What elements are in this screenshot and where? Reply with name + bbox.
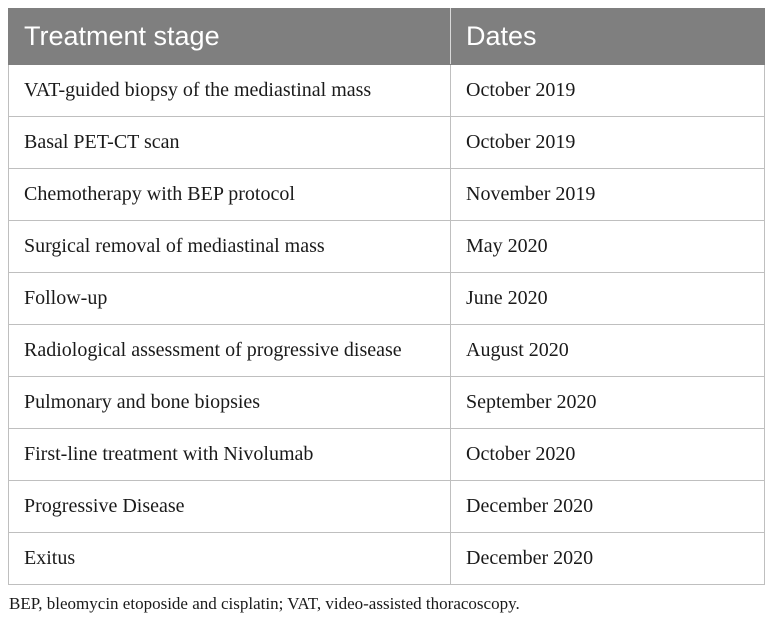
treatment-timeline-table <box>8 8 765 585</box>
stage-cell: Exitus <box>9 533 451 585</box>
date-cell: September 2020 <box>451 377 765 429</box>
table-row <box>9 429 765 481</box>
table-header-row <box>9 9 765 65</box>
stage-cell: First-line treatment with Nivolumab <box>9 429 451 481</box>
table-row <box>9 117 765 169</box>
stage-cell: VAT-guided biopsy of the mediastinal mass <box>9 65 451 117</box>
stage-cell: Surgical removal of mediastinal mass <box>9 221 451 273</box>
date-cell: May 2020 <box>451 221 765 273</box>
stage-cell: Pulmonary and bone biopsies <box>9 377 451 429</box>
table-row <box>9 221 765 273</box>
table-row <box>9 481 765 533</box>
date-cell: October 2019 <box>451 65 765 117</box>
table-row <box>9 325 765 377</box>
date-cell: November 2019 <box>451 169 765 221</box>
stage-cell: Radiological assessment of progressive disease <box>9 325 451 377</box>
header-treatment-stage: Treatment stage <box>9 9 451 65</box>
table-row <box>9 273 765 325</box>
date-cell: October 2019 <box>451 117 765 169</box>
date-cell: October 2020 <box>451 429 765 481</box>
table-row <box>9 377 765 429</box>
table-row <box>9 169 765 221</box>
stage-cell: Progressive Disease <box>9 481 451 533</box>
header-dates: Dates <box>451 9 765 65</box>
date-cell: December 2020 <box>451 533 765 585</box>
table-footnote: BEP, bleomycin etoposide and cisplatin; VAT, video-assisted thoracoscopy. <box>9 594 520 613</box>
date-cell: June 2020 <box>451 273 765 325</box>
table-row <box>9 65 765 117</box>
treatment-table-container <box>8 8 764 585</box>
stage-cell: Follow-up <box>9 273 451 325</box>
date-cell: December 2020 <box>451 481 765 533</box>
stage-cell: Chemotherapy with BEP protocol <box>9 169 451 221</box>
table-row <box>9 533 765 585</box>
date-cell: August 2020 <box>451 325 765 377</box>
stage-cell: Basal PET-CT scan <box>9 117 451 169</box>
